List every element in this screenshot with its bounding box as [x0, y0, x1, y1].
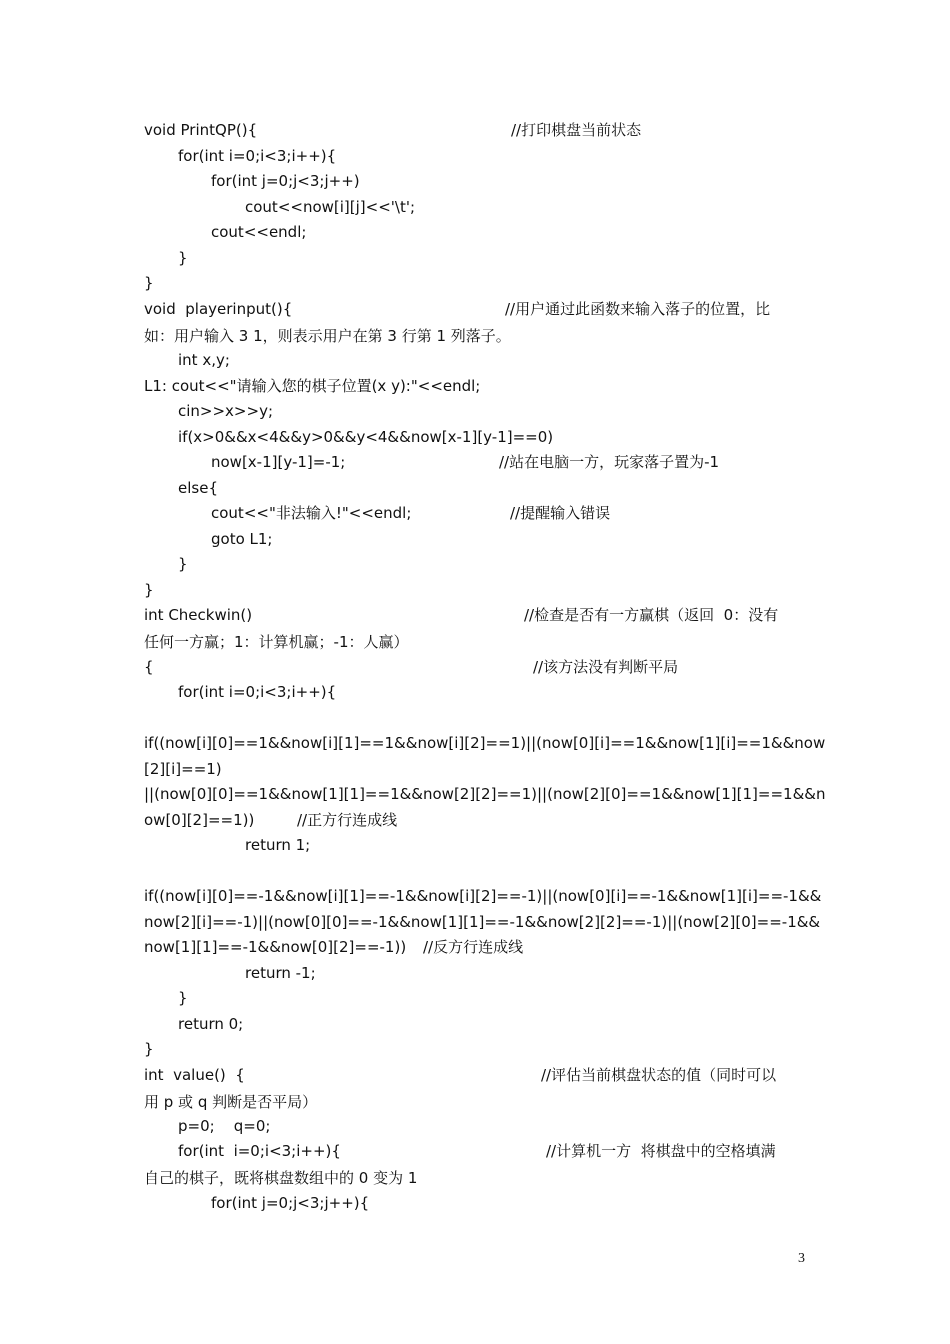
code-line: if((now[i][0]==1&&now[i][1]==1&&now[i][2]==1)||(now[0][i]==1&&now[1][i]==1&&now — [144, 734, 826, 752]
code-comment: //用户通过此函数来输入落子的位置，比 — [505, 300, 771, 318]
code-line: int x,y; — [178, 351, 230, 369]
code-line: return 1; — [245, 836, 311, 854]
code-line: cin>>x>>y; — [178, 402, 274, 420]
code-line: p=0; q=0; — [178, 1117, 271, 1135]
code-line: return 0; — [178, 1015, 244, 1033]
code-line: int value() { — [144, 1066, 245, 1084]
code-line: } — [178, 989, 188, 1007]
code-line: } — [144, 274, 154, 292]
code-comment: //站在电脑一方，玩家落子置为-1 — [499, 453, 720, 471]
code-line: return -1; — [245, 964, 316, 982]
code-line: { — [144, 658, 154, 676]
code-line: L1: cout<<"请输入您的棋子位置(x y):"<<endl; — [144, 377, 481, 395]
code-line: else{ — [178, 479, 218, 497]
code-comment: //计算机一方 将棋盘中的空格填满 — [546, 1142, 776, 1160]
code-comment: //评估当前棋盘状态的值（同时可以 — [541, 1066, 777, 1084]
code-line: 如：用户输入 3 1，则表示用户在第 3 行第 1 列落子。 — [144, 327, 511, 345]
code-line: } — [178, 555, 188, 573]
code-comment: //反方行连成线 — [423, 938, 524, 956]
code-line: void playerinput(){ — [144, 300, 293, 318]
code-comment: //打印棋盘当前状态 — [511, 121, 642, 139]
code-line: cout<<"非法输入!"<<endl; — [211, 504, 412, 522]
code-line: for(int i=0;i<3;i++){ — [178, 147, 337, 165]
code-line: 用 p 或 q 判断是否平局） — [144, 1093, 318, 1111]
code-comment: //正方行连成线 — [297, 811, 398, 829]
code-line: ow[0][2]==1)) — [144, 811, 255, 829]
code-line: void PrintQP(){ — [144, 121, 258, 139]
code-line: cout<<now[i][j]<<'\t'; — [245, 198, 416, 216]
code-line: now[1][1]==-1&&now[0][2]==-1)) — [144, 938, 407, 956]
code-line: for(int i=0;i<3;i++){ — [178, 683, 337, 701]
code-comment: //检查是否有一方赢棋（返回 0：没有 — [524, 606, 779, 624]
code-line: now[2][i]==-1)||(now[0][0]==-1&&now[1][1]==-1&&now[2][2]==-1)||(now[2][0]==-1&& — [144, 913, 821, 931]
code-line: ||(now[0][0]==1&&now[1][1]==1&&now[2][2]==1)||(now[2][0]==1&&now[1][1]==1&&n — [144, 785, 826, 803]
code-line: 任何一方赢；1：计算机赢；-1：人赢） — [144, 633, 409, 651]
code-line: } — [144, 1040, 154, 1058]
code-line: for(int i=0;i<3;i++){ — [178, 1142, 341, 1160]
code-line: if((now[i][0]==-1&&now[i][1]==-1&&now[i][2]==-1)||(now[0][i]==-1&&now[1][i]==-1&& — [144, 887, 822, 905]
code-line: if(x>0&&x<4&&y>0&&y<4&&now[x-1][y-1]==0) — [178, 428, 554, 446]
code-line: [2][i]==1) — [144, 760, 222, 778]
code-line: } — [144, 581, 154, 599]
code-comment: //提醒输入错误 — [510, 504, 611, 522]
code-line: } — [178, 249, 188, 267]
code-line: for(int j=0;j<3;j++){ — [211, 1194, 370, 1212]
code-line: for(int j=0;j<3;j++) — [211, 172, 360, 190]
code-line: now[x-1][y-1]=-1; — [211, 453, 346, 471]
code-line: int Checkwin() — [144, 606, 253, 624]
code-line: cout<<endl; — [211, 223, 307, 241]
page-number: 3 — [798, 1251, 805, 1266]
code-line: goto L1; — [211, 530, 273, 548]
code-line: 自己的棋子，既将棋盘数组中的 0 变为 1 — [144, 1169, 418, 1187]
code-comment: //该方法没有判断平局 — [533, 658, 679, 676]
